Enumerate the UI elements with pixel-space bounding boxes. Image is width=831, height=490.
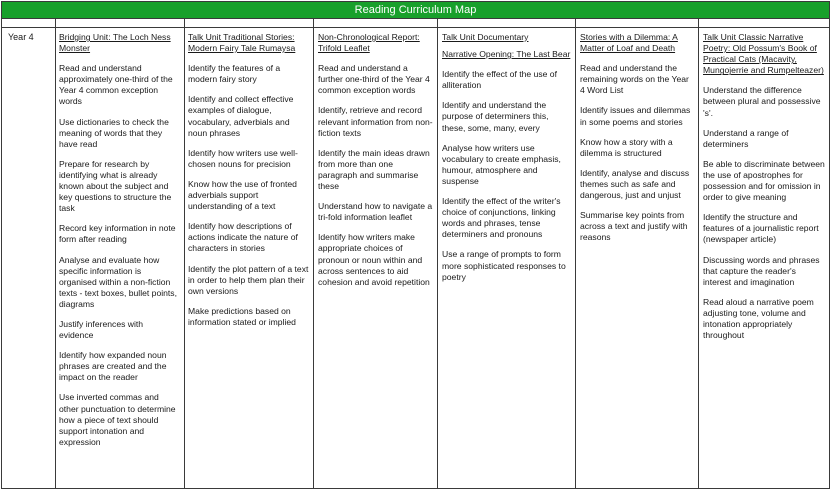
curriculum-map-table [1, 1, 830, 489]
objective-item: Use dictionaries to check the meaning of words that they have read [59, 116, 169, 149]
objective-item: Identify how expanded noun phrases are created and the impact on the reader [59, 350, 167, 383]
objective-item: Identify issues and dilemmas in some poems and stories [580, 105, 691, 127]
objective-item: Use inverted commas and other punctuation to determine how a piece of text should support intonation and expression [59, 392, 176, 447]
unit-title: Bridging Unit: The Loch Ness Monster [59, 32, 171, 54]
objective-item: Know how the use of fronted adverbials support understanding of a text [188, 178, 297, 212]
objective-item: Identify how descriptions of actions indicate the nature of characters in stories [188, 221, 298, 254]
unit-column-non-chronological [318, 32, 434, 297]
objective-item: Know how a story with a dilemma is structured [580, 136, 673, 158]
objective-item: Identify the structure and features of a journalistic report (newspaper article) [703, 212, 819, 245]
column-divider [184, 19, 185, 488]
objective-item: Understand the difference between plural and possessive 's'. [703, 85, 821, 118]
unit-column-fairy-tale [188, 32, 310, 337]
column-divider [437, 19, 438, 488]
header-strip [2, 19, 829, 28]
objective-item: Identify the effect of the writer's choice of conjunctions, linking words and phrases, tense determiners and pronouns [442, 196, 561, 240]
objective-item: Read and understand a further one-third of the Year 4 common exception words [318, 63, 430, 96]
objective-item: Read and understand the remaining words on the Year 4 Word List [580, 63, 689, 96]
unit-column-dilemma [580, 32, 695, 252]
objective-item: Record key information in note form after reading [59, 223, 176, 245]
objective-item: Prepare for research by identifying what is already known about the subject and key questions to structure the task [59, 158, 172, 214]
unit-title: Talk Unit Classic Narrative Poetry: Old Possum's Book of Practical Cats (Macavity, Mungojerrie and Rumpelteazer) [703, 32, 824, 76]
unit-title: Stories with a Dilemma: A Matter of Loaf and Death [580, 32, 678, 54]
unit-column-documentary [442, 32, 572, 292]
objective-item: Identify and understand the purpose of determiners this, these, some, many, every [442, 100, 549, 133]
objective-item: Identify the plot pattern of a text in order to help them plan their own versions [188, 263, 309, 296]
objective-item: Identify, analyse and discuss themes such as safe and dangerous, just and unjust [580, 167, 690, 201]
objective-item: Make predictions based on information stated or implied [188, 305, 296, 327]
objective-item: Use a range of prompts to form more sophisticated responses to poetry [442, 249, 566, 282]
objective-item: Identify and collect effective examples of dialogue, vocabulary, adverbials and noun phrases [188, 94, 294, 138]
column-divider [575, 19, 576, 488]
objective-item: Identify the features of a modern fairy story [188, 63, 281, 85]
unit-title: Talk Unit Documentary [442, 32, 529, 42]
objective-item: Analyse how writers use vocabulary to create emphasis, humour, atmosphere and suspense [442, 142, 561, 186]
objective-item: Understand a range of determiners [703, 127, 789, 149]
objective-item: Identify the main ideas drawn from more than one paragraph and summarise these [318, 147, 430, 192]
objective-item: Summarise key points from across a text and justify with reasons [580, 210, 688, 243]
objective-item: Read aloud a narrative poem adjusting tone, volume and intonation appropriately throughout [703, 296, 814, 341]
objective-item: Understand how to navigate a tri-fold information leaflet [318, 201, 433, 223]
objective-item: Analyse and evaluate how specific information is organised within a non-fiction texts - text boxes, bullet points, diagrams [59, 254, 177, 309]
objective-item: Be able to discriminate between the use of apostrophes for possession and for omission in order to give meaning [703, 158, 825, 203]
objective-item: Justify inferences with evidence [59, 318, 144, 341]
year-label: Year 4 [8, 32, 34, 42]
map-title: Reading Curriculum Map [2, 2, 829, 19]
objective-item: Identify the effect of the use of alliteration [442, 69, 557, 91]
objective-item: Discussing words and phrases that capture the reader's interest and imagination [703, 254, 820, 287]
column-divider [55, 19, 56, 488]
unit-column-narrative-poetry [703, 32, 825, 350]
unit-title: Talk Unit Traditional Stories: Modern Fairy Tale Rumaysa [188, 32, 296, 54]
objective-item: Identify how writers use well-chosen nouns for precision [188, 147, 298, 169]
column-divider [313, 19, 314, 488]
unit-title: Non-Chronological Report: Trifold Leaflet [318, 32, 420, 54]
objective-item: Identify how writers make appropriate choices of pronoun or noun within and across sentences to aid cohesion and avoid repetition [318, 232, 430, 287]
objective-item: Read and understand approximately one-third of the Year 4 common exception words [59, 63, 173, 107]
unit-subtitle: Narrative Opening: The Last Bear [442, 49, 571, 60]
column-divider [698, 19, 699, 488]
unit-column-bridging [59, 32, 179, 457]
objective-item: Identify, retrieve and record relevant information from non-fiction texts [318, 105, 433, 138]
